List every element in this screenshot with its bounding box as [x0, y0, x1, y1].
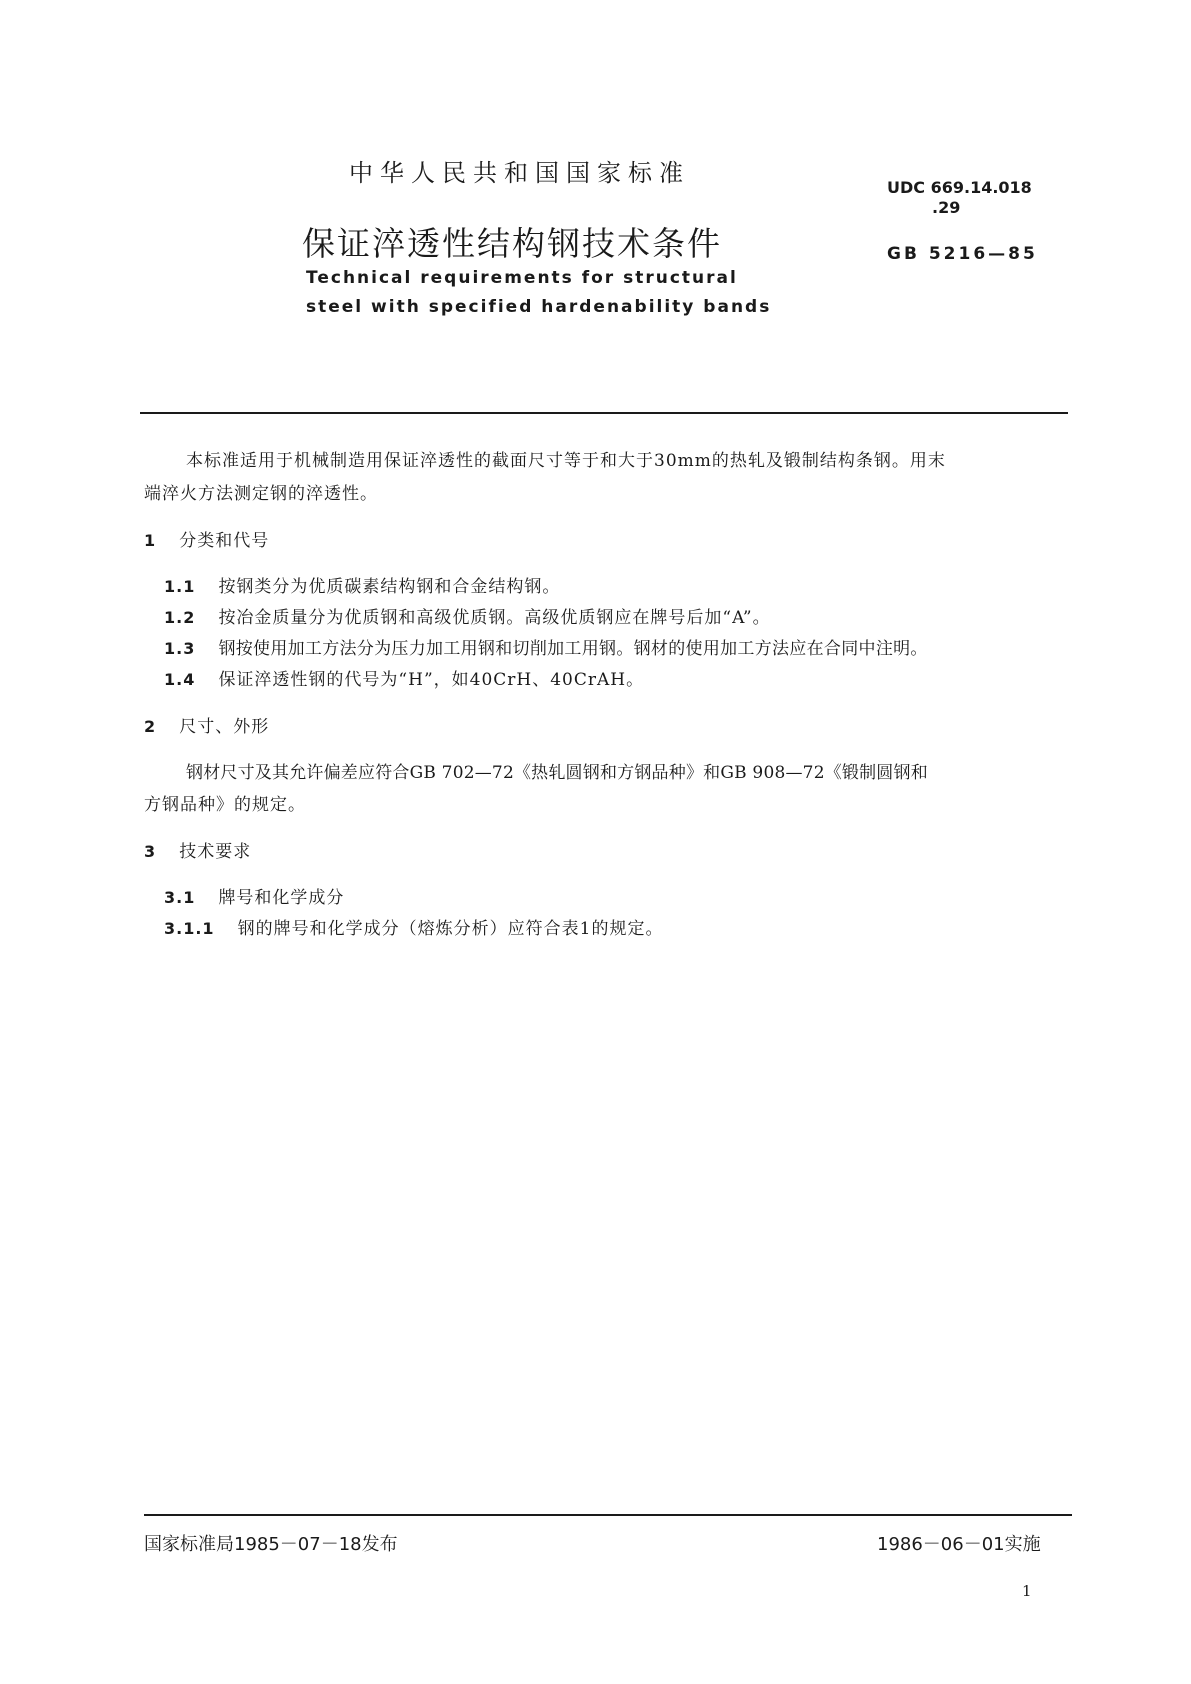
clause-text: 按钢类分为优质碳素结构钢和合金结构钢。 — [218, 577, 561, 597]
clause-text: 钢按使用加工方法分为压力加工用钢和切削加工用钢。钢材的使用加工方法应在合同中注明。 — [218, 639, 928, 659]
intro-line2: 端淬火方法测定钢的淬透性。 — [144, 484, 378, 504]
clause-1-2 — [164, 603, 771, 628]
effective-date: 1986－06－01实施 — [877, 1534, 1041, 1555]
section-heading — [144, 837, 251, 862]
section-number: 2 — [144, 717, 157, 736]
section-title: 尺寸、外形 — [179, 717, 270, 737]
clause-text: 保证淬透性钢的代号为“H”，如40CrH、40CrAH。 — [218, 670, 645, 690]
document-title: 保证淬透性结构钢技术条件 — [302, 224, 722, 263]
intro-line1: 本标准适用于机械制造用保证淬透性的截面尺寸等于和大于30mm的热轧及锻制结构条钢。用末 — [186, 451, 946, 471]
section-number: 1 — [144, 531, 157, 550]
clause-3-1-1 — [164, 914, 663, 939]
clause-text: 钢的牌号和化学成分（熔炼分析）应符合表1的规定。 — [237, 919, 664, 939]
section-heading — [144, 712, 269, 737]
clause-number: 3.1 — [164, 888, 196, 907]
english-title-line1: Technical requirements for structural — [306, 268, 738, 288]
clause-1-4 — [164, 665, 644, 690]
clause-1-3 — [164, 634, 928, 659]
section-number: 3 — [144, 842, 157, 861]
clause-3-1 — [164, 883, 344, 908]
section-title: 分类和代号 — [179, 531, 270, 551]
clause-number: 1.4 — [164, 670, 196, 689]
clause-text: 牌号和化学成分 — [218, 888, 345, 908]
header-rule — [140, 412, 1068, 414]
clause-1-1 — [164, 572, 560, 597]
clause-number: 1.3 — [164, 639, 196, 658]
footer-rule — [144, 1514, 1072, 1516]
udc-code: UDC 669.14.018 — [887, 178, 1032, 197]
clause-text: 按冶金质量分为优质钢和高级优质钢。高级优质钢应在牌号后加“A”。 — [218, 608, 771, 628]
org-name: 中华人民共和国国家标准 — [349, 159, 690, 187]
page-number: 1 — [1022, 1582, 1032, 1600]
gb-code: GB 5216—85 — [887, 244, 1038, 264]
section-heading — [144, 526, 269, 551]
section-title: 技术要求 — [179, 842, 252, 862]
english-title-line2: steel with specified hardenability bands — [306, 297, 772, 317]
issue-date: 国家标准局1985－07－18发布 — [144, 1534, 398, 1555]
udc-code-suffix: .29 — [932, 198, 961, 217]
clause-number: 1.2 — [164, 608, 196, 627]
section-2-line2: 方钢品种》的规定。 — [144, 795, 306, 815]
clause-number: 1.1 — [164, 577, 196, 596]
clause-number: 3.1.1 — [164, 919, 215, 938]
section-2-line1: 钢材尺寸及其允许偏差应符合GB 702—72《热轧圆钢和方钢品种》和GB 908—72《锻制圆钢和 — [186, 763, 928, 783]
